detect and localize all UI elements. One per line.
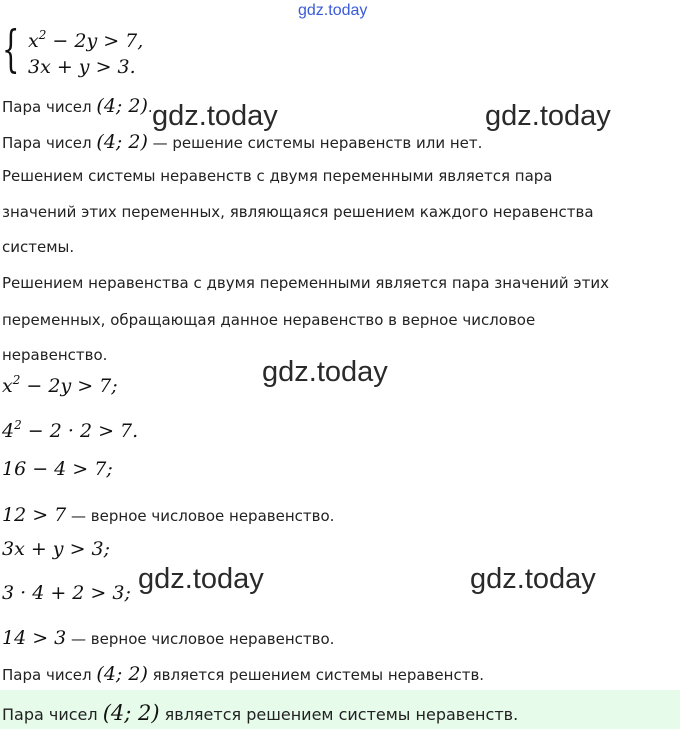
result-2: 14 > 3 — верное числовое неравенство. <box>2 627 335 649</box>
inequality-2: 3x + y > 3; <box>2 538 111 560</box>
result-1: 12 > 7 — верное числовое неравенство. <box>2 504 335 526</box>
watermark: gdz.today <box>152 100 278 132</box>
given-pair: Пара чисел (4; 2). <box>2 95 153 117</box>
system-line-2: 3x + y > 3. <box>28 56 136 78</box>
system-brace: { <box>2 20 20 78</box>
system-line-1: $x^2 - 2y > 7$, <box>28 28 144 52</box>
definition-2-line-2: переменных, обращающая данное неравенство в верное числовое <box>2 311 536 329</box>
watermark: gdz.today <box>262 356 388 388</box>
definition-1-line-1: Решением системы неравенств с двумя переменными является пара <box>2 167 553 185</box>
definition-2-line-3: неравенство. <box>2 346 108 364</box>
definition-2-line-1: Решением неравенства с двумя переменными является пара значений этих <box>2 274 610 292</box>
watermark-top: gdz.today <box>298 2 368 19</box>
inequality-1: $x^2 - 2y > 7$; <box>2 373 118 397</box>
step-1: 16 − 4 > 7; <box>2 458 113 480</box>
watermark: gdz.today <box>470 563 596 595</box>
watermark: gdz.today <box>138 563 264 595</box>
substitution-2: 3 · 4 + 2 > 3; <box>2 582 131 604</box>
answer-box <box>0 690 680 729</box>
definition-1-line-3: системы. <box>2 238 75 256</box>
question: Пара чисел (4; 2) — решение системы неравенств или нет. <box>2 131 483 153</box>
substitution-1: $4^2 - 2 \cdot 2 > 7$. <box>2 418 139 442</box>
watermark: gdz.today <box>485 100 611 132</box>
conclusion: Пара чисел (4; 2) является решением системы неравенств. <box>2 663 485 685</box>
answer-text: Пара чисел (4; 2) является решением системы неравенств. <box>2 701 519 725</box>
definition-1-line-2: значений этих переменных, являющаяся решением каждого неравенства <box>2 203 594 221</box>
